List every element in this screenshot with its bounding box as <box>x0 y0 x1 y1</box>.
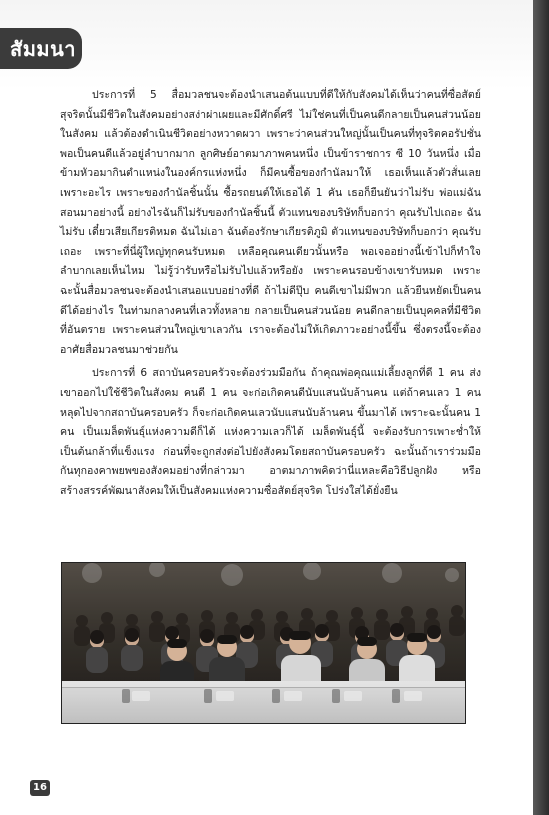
page-number: 16 <box>30 780 50 796</box>
binding-strip <box>533 0 549 815</box>
article-body <box>60 86 481 505</box>
seminar-photo-illustration <box>62 563 466 724</box>
section-label: สัมมนา <box>10 36 76 61</box>
seminar-photo <box>61 562 466 724</box>
paragraph-2: ประการที่ 6 สถาบันครอบครัวจะต้องร่วมมือกัน ถ้าคุณพ่อคุณแม่เลี้ยงลูกที่ดี 1 คน ส่งเขาออกไปใช้ชีวิตในสังคม คนดี 1 คน จะก่อเกิดคนดีนับแสนนับล้านคน แต่ถ้าคนเลว 1 คน หลุดไปจากสถาบันครอบครัว ก็จะก่อเกิดคนเลวนับแสนนับล้านคน ขึ้นมาได้ เพราะฉะนั้นคน 1 คน เป็นเมล็ดพันธุ์แห่งความดีก็ได้ แห่งความเลวก็ได้ เมล็ดพันธุ์นี้ จะต้องรับการเพาะช่ำให้เป็นต้นกล้าที่แข็งแรง ก่อนที่จะถูกส่งต่อไปยังสังคมโดยสถาบันครอบครัว ฉะนั้นถ้าเราร่วมมือกันทุกองคาพยพของสังคมอย่างที่กล่าวมา อาตมาภาพคิดว่านี่แหละคือวิธีปลูกฝัง หรือสร้างสรรค์พัฒนาสังคมให้เป็นสังคมแห่งความซื่อสัตย์สุจริต โปร่งใสได้ยั่งยืน <box>60 367 481 497</box>
paragraph-1: ประการที่ 5 สื่อมวลชนจะต้องนำเสนอต้นแบบที่ดีให้กับสังคมได้เห็นว่าคนที่ซื่อสัตย์สุจริตนั้นมีชีวิตในสังคมอย่างสง่าผ่าเผยและมีศักดิ์ศรี ไม่ใช่คนที่เป็นคนดีกลายเป็นคนส่วนน้อยในสังคม แล้วต้องดำเนินชีวิตอย่างหวาดผวา เพราะว่าคนส่วนใหญ่นั้นเป็นคนที่ทุจริตคอรัปชั่น พอเป็นคนดีแล้วอยู่ลำบากมาก ลูกศิษย์อาตมาภาพคนหนึ่ง เป็นข้าราชการ ซี 10 วันหนึ่ง เมื่อข้ามหัวอมากินตำแหน่งในองค์กรแห่งหนึ่ง ก็มีคนซื้อของกำนัลมาให้ เธอเห็นแล้วตัวสั่นเลย เพราะอะไร เพราะของกำนัลชิ้นนั้น ซื้อรถยนต์ให้เธอได้ 1 คัน เธอก็ยืนยันว่าไม่รับ พ่อแม่ฉันสอนมาอย่างนี้ อย่างไรฉันก็ไม่รับของกำนัลชิ้นนี้ ตัวแทนของบริษัทก็บอกว่า คุณรับไปเถอะ ฉันไม่รับ เดี๋ยวเสียเกียรติหมด ฉันไม่เอา ฉันต้องรักษาเกียรติภูมิ ตัวแทนของบริษัทก็บอกว่า คุณรับเถอะ เพราะที่นี่ผู้ใหญ่ทุกคนรับหมด เหลือคุณคนเดียวนั้นหรือ พอเจออย่างนี้เข้าไปก็ทำใจลำบากเลยเห็นไหม ไม่รู้ว่ารับหรือไม่รับไปแล้วหรือยัง เพราะคนรอบข้างเขารับหมด เพราะฉะนั้นสื่อมวลชนจะต้องนำเสนอแบบอย่างที่ดี ถ้าไม่ดีปุ๊บ คนดีเขาไม่มีพวก แล้วยืนหยัดเป็นคนดีได้อย่างไร ในท่ามกลางคนที่เลวทั้งหลาย กลายเป็นคนส่วนน้อย คนดีกลายเป็นบุคคลที่มีชีวิตที่อันตราย เพราะคนส่วนใหญ่เขาเลวกัน เราจะต้องไม่ให้เกิดภาวะอย่างนี้ขึ้น ซึ่งตรงนี้จะต้องอาศัยสื่อมวลชนมาช่วยกัน <box>60 89 481 356</box>
section-tab <box>0 28 82 69</box>
